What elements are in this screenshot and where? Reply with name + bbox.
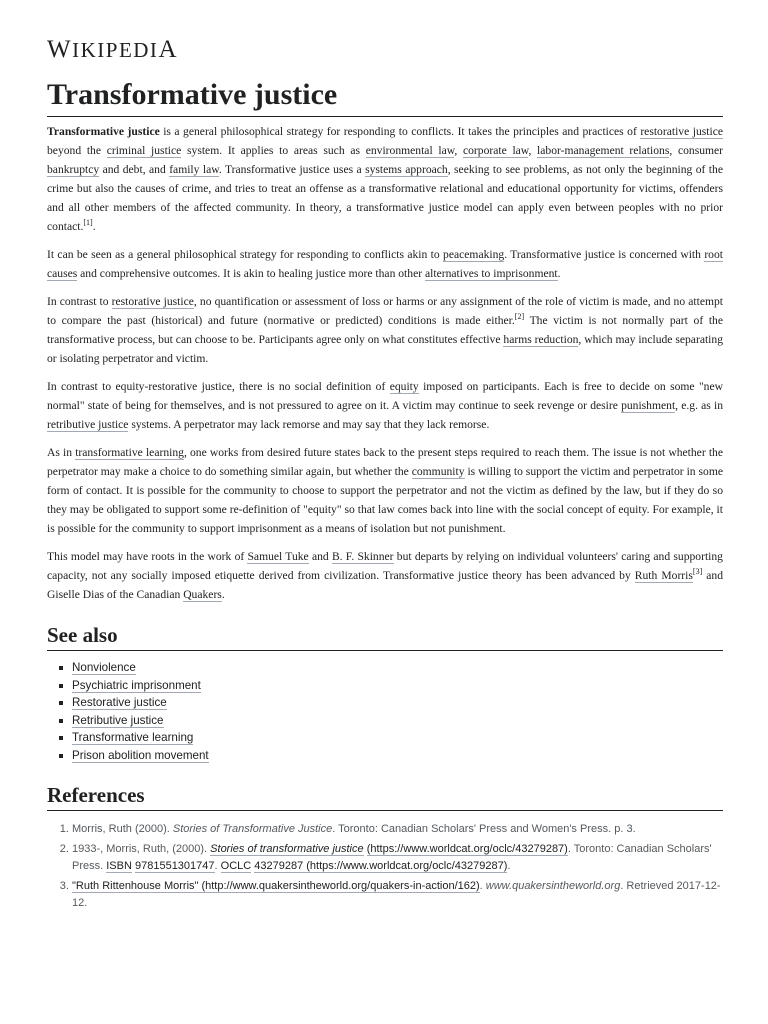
inline-link[interactable]: punishment xyxy=(621,399,676,412)
inline-link[interactable]: restorative justice xyxy=(640,125,723,138)
inline-link[interactable]: alternatives to imprisonment xyxy=(424,267,558,280)
paragraph-peacemaking xyxy=(47,245,723,283)
text-run: is a general philosophical strategy for responding to conflicts. It takes the principles and practices of xyxy=(159,125,641,138)
paragraph-transformative-learning xyxy=(47,443,723,538)
text-run: systems. A perpetrator may lack remorse and may say that they lack remorse. xyxy=(128,418,490,431)
inline-link[interactable]: family law xyxy=(169,163,219,176)
see-also-item xyxy=(72,694,723,712)
text-run: . Toronto: Canadian Scholars' Press. xyxy=(72,843,712,872)
italic-text: Stories of Transformative Justice xyxy=(172,823,333,835)
text-run: . xyxy=(221,588,225,601)
see-also-heading: See also xyxy=(47,622,723,651)
inline-link[interactable]: harms reduction xyxy=(503,333,579,346)
text-run: This model may have roots in the work of xyxy=(47,550,248,563)
inline-link[interactable]: transformative learning xyxy=(75,446,184,459)
text-run: is willing to support the victim and perpetrator in some form of contact. It is possible for the community to choose to support the perpetrator and not the victim as defined by the law, but if they do so they may be obligated to support some re-definition of "equity" so that law comes back into line with the social concept of equity. For example, it is possible for the community to support imprisonment as a means of isolation but not punishment. xyxy=(47,465,723,535)
see-also-link-psychiatric-imprisonment[interactable]: Psychiatric imprisonment xyxy=(72,678,201,692)
paragraph-contrast-equity xyxy=(47,377,723,434)
see-also-item xyxy=(72,712,723,730)
reference-item xyxy=(72,821,723,838)
inline-link[interactable]: OCLC xyxy=(220,860,252,872)
inline-link[interactable]: ISBN xyxy=(106,860,132,872)
text-run: In contrast to equity-restorative justice, there is no social definition of xyxy=(47,380,390,393)
text-run: . Transformative justice uses a xyxy=(218,163,366,176)
inline-link[interactable]: criminal justice xyxy=(106,144,182,157)
inline-link[interactable]: Quakers xyxy=(183,588,222,601)
inline-link[interactable]: 43279287 (https://www.worldcat.org/oclc/43279287) xyxy=(254,860,508,872)
paragraph-contrast-restorative xyxy=(47,292,723,368)
text-run: beyond the xyxy=(47,144,107,157)
text-run: Morris, Ruth (2000). xyxy=(72,823,173,835)
text-run: . xyxy=(557,267,561,280)
inline-link[interactable]: "Ruth Rittenhouse Morris" (http://www.quakersintheworld.org/quakers-in-action/162) xyxy=(72,880,480,892)
text-run: It can be seen as a general philosophical strategy for responding to conflicts akin to xyxy=(47,248,444,261)
text-run: . xyxy=(92,220,96,233)
citation-link[interactable]: [1] xyxy=(83,218,93,228)
inline-link[interactable]: equity xyxy=(389,380,419,393)
inline-link[interactable]: Samuel Tuke xyxy=(247,550,309,563)
see-also-link-transformative-learning[interactable]: Transformative learning xyxy=(72,731,194,744)
text-run: . xyxy=(214,860,221,872)
text-run: . Toronto: Canadian Scholars' Press and Women's Press. p. 3. xyxy=(332,823,636,835)
text-run: , xyxy=(528,144,538,157)
text-run: and comprehensive outcomes. It is akin to healing justice more than other xyxy=(77,267,425,280)
text-run: The victim is not normally part of the transformative process, but can choose to be. Participants agree only on what constitutes effective xyxy=(47,314,723,346)
page-title: Transformative justice xyxy=(47,78,723,117)
paragraph-intro xyxy=(47,122,723,236)
inline-link[interactable]: root causes xyxy=(47,248,723,280)
text-run: , consumer xyxy=(669,144,724,157)
inline-link[interactable]: (https://www.worldcat.org/oclc/43279287) xyxy=(366,843,568,855)
text-run: and xyxy=(308,550,332,563)
inline-link[interactable]: Stories of transformative justice xyxy=(210,843,364,855)
reference-item xyxy=(72,841,723,875)
inline-link[interactable]: labor-management relations xyxy=(537,144,670,157)
text-run: and Giselle Dias of the Canadian xyxy=(47,569,723,601)
inline-link[interactable]: retributive justice xyxy=(47,418,129,431)
inline-link[interactable]: community xyxy=(411,465,465,478)
inline-link[interactable]: bankruptcy xyxy=(47,163,100,176)
text-run: , xyxy=(454,144,463,157)
inline-link[interactable]: B. F. Skinner xyxy=(331,550,394,563)
wikipedia-logo[interactable]: WIKIPEDIA xyxy=(47,36,178,63)
inline-link[interactable]: environmental law xyxy=(365,144,455,157)
references-heading: References xyxy=(47,782,723,811)
see-also-list xyxy=(47,659,723,764)
see-also-item xyxy=(72,659,723,677)
text-run: 1933-, Morris, Ruth, (2000). xyxy=(72,843,211,855)
text-run: , one works from desired future states back to the present steps required to reach them. The issue is not whether the perpetrator may make a choice to do something similar again, but whether the xyxy=(47,446,723,478)
inline-link[interactable]: peacemaking xyxy=(443,248,505,261)
citation-link[interactable]: [2] xyxy=(514,312,525,322)
text-run: imposed on participants. Each is free to decide on some "new normal" state of being for themselves, and is not pressured to agree on it. A victim may continue to seek revenge or desire xyxy=(47,380,723,412)
text-run: , which may include separating or isolating perpetrator and victim. xyxy=(47,333,723,365)
see-also-link-nonviolence[interactable]: Nonviolence xyxy=(72,661,136,674)
citation-link[interactable]: [3] xyxy=(692,567,703,577)
article xyxy=(47,38,723,915)
reference-item xyxy=(72,878,723,912)
text-run: but departs by relying on individual volunteers' caring and supporting capacity, not any socially imposed etiquette derived from civilization. Transformative justice theory has been advanced by xyxy=(47,550,723,582)
text-run: and debt, and xyxy=(99,163,170,176)
text-run: . xyxy=(479,880,486,892)
see-also-link-prison-abolition[interactable]: Prison abolition movement xyxy=(72,748,209,762)
text-run: . Transformative justice is concerned with xyxy=(504,248,705,261)
text-run: system. It applies to areas such as xyxy=(181,144,366,157)
see-also-link-retributive-justice[interactable]: Retributive justice xyxy=(72,713,164,727)
text-run: . xyxy=(507,860,511,872)
italic-text: www.quakersintheworld.org xyxy=(485,880,621,892)
inline-link[interactable]: systems approach xyxy=(365,163,448,176)
paragraph-roots xyxy=(47,547,723,604)
see-also-item xyxy=(72,729,723,747)
see-also-item xyxy=(72,747,723,765)
inline-link[interactable]: corporate law xyxy=(462,144,529,157)
inline-link[interactable]: Ruth Morris xyxy=(634,569,693,582)
see-also-link-restorative-justice[interactable]: Restorative justice xyxy=(72,696,167,709)
inline-link[interactable]: restorative justice xyxy=(111,295,194,308)
text-run: , seeking to see problems, as not only the beginning of the crime but also the causes of crime, and tries to treat an offense as a transformative relational and educational opportunity for victims, offenders and all other members of the affected community. In theory, a transformative justice model can apply even between peoples with no prior contact. xyxy=(47,163,723,233)
text-run: As in xyxy=(47,446,76,459)
references-list xyxy=(47,821,723,912)
inline-link[interactable]: 9781551301747 xyxy=(134,860,215,872)
text-run: , no quantification or assessment of loss or harms or any assignment of the role of victim is made, and no attempt to compare the past (historical) and future (normative or predicted) conditions is made either. xyxy=(47,295,723,327)
see-also-item xyxy=(72,677,723,695)
text-run: . Retrieved 2017-12-12. xyxy=(72,880,721,909)
bold-term: Transformative justice xyxy=(47,125,160,138)
text-run: In contrast to xyxy=(47,295,112,308)
text-run: , e.g. as in xyxy=(675,399,723,412)
